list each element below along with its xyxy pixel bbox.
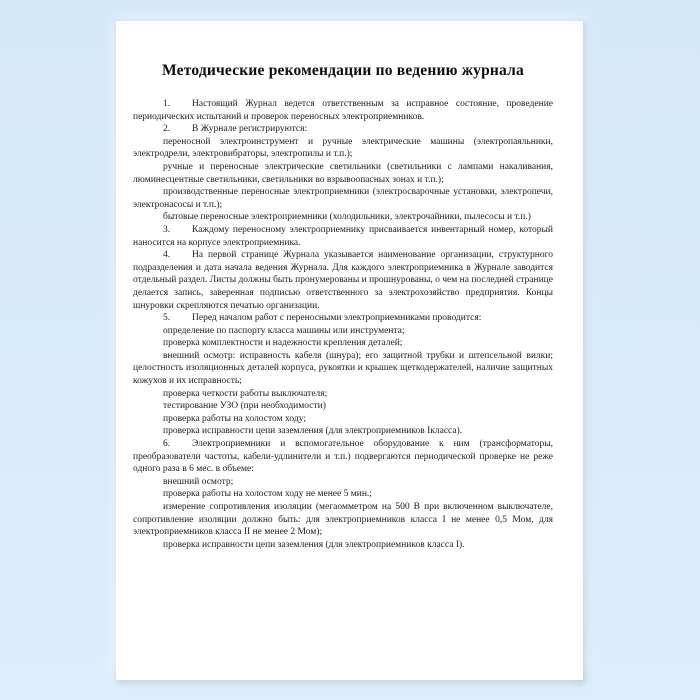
paragraph-text: Перед началом работ с переносными электроприемниками проводится: xyxy=(192,313,482,324)
paragraph-item-5 xyxy=(133,312,553,325)
paragraph-list-entry xyxy=(133,161,553,186)
paragraph-text: тестирование УЗО (при необходимости) xyxy=(163,401,326,412)
paragraph-text: бытовые переносные электроприемники (холодильники, электрочайники, пылесосы и т.п.) xyxy=(163,212,531,223)
paragraph-list-entry xyxy=(133,476,553,489)
paragraph-text: определение по паспорту класса машины или инструмента; xyxy=(163,325,405,336)
paragraph-number: 1. xyxy=(163,99,171,109)
document-page xyxy=(116,21,583,680)
paragraph-list-entry xyxy=(133,539,553,552)
paragraph-list-entry xyxy=(133,425,553,438)
paragraph-text: переносной электроинструмент и ручные электрические машины (электропаяльники, электродрели, электровибраторы, электропилы и т.п.); xyxy=(133,136,553,160)
paragraph-list-entry xyxy=(133,337,553,350)
paragraph-text: Настоящий Журнал ведется ответственным за исправное состояние, проведение периодических испытаний и проверок переносных электроприемников. xyxy=(133,99,553,122)
paragraph-number: 6. xyxy=(163,439,171,450)
paragraph-item-3 xyxy=(133,224,553,249)
document-body xyxy=(133,98,553,551)
paragraph-list-entry xyxy=(133,501,553,539)
paragraph-number: 3. xyxy=(163,224,171,235)
paragraph-list-entry xyxy=(133,136,553,161)
paragraph-text: проверка четкости работы выключателя; xyxy=(163,388,328,399)
paragraph-text: проверка исправности цепи заземления (для электроприемников класса I). xyxy=(163,539,465,550)
paragraph-text: измерение сопротивления изоляции (мегаомметром на 500 В при включенном выключателе, сопротивление изоляции должно быть: для электроприемников класса I не менее 0,5 Мом, для электроприемников класса II не менее 2 Мом); xyxy=(133,502,553,538)
paragraph-list-entry xyxy=(133,325,553,338)
paragraph-list-entry xyxy=(133,400,553,413)
paragraph-text: На первой странице Журнала указывается наименование организации, структурного подразделения и дата начала ведения Журнала. Для каждого электроприемника в Журнале заводится отдельный раздел. Листы должны быть пронумерованы и прошнурованы, о чем на последней странице делается запись, заверенная подписью ответственного за электрохозяйство предприятия. Концы шнуровки скрепляются печатью организации. xyxy=(133,250,553,311)
paragraph-text: Каждому переносному электроприемнику присваивается инвентарный номер, который наносится на корпусе электроприемника. xyxy=(133,224,553,248)
paragraph-list-entry xyxy=(133,186,553,211)
paragraph-text: Электроприемники и вспомогательное оборудование к ним (трансформаторы, преобразователи частоты, кабели-удлинители и т.п.) подвергаются периодической проверке не реже одного раза в 6 мес. в объеме: xyxy=(133,439,553,475)
paragraph-text: проверка работы на холостом ходу не менее 5 мин.; xyxy=(163,489,372,500)
paragraph-text: проверка комплектности и надежности крепления деталей; xyxy=(163,338,403,349)
paragraph-number: 5. xyxy=(163,313,171,324)
paragraph-item-6 xyxy=(133,438,553,476)
paragraph-number: 4. xyxy=(163,250,171,261)
paragraph-item-1 xyxy=(133,98,553,123)
paragraph-item-4 xyxy=(133,249,553,312)
paragraph-text: В Журнале регистрируются: xyxy=(192,124,308,135)
document-title: Методические рекомендации по ведению журнала xyxy=(162,62,524,79)
paragraph-number: 2. xyxy=(163,124,171,135)
paragraph-text: проверка исправности цепи заземления (для электроприемников Iкласса). xyxy=(163,426,463,437)
paragraph-list-entry xyxy=(133,211,553,224)
paragraph-text: проверка работы на холостом ходу; xyxy=(163,413,306,424)
paragraph-text: ручные и переносные электрические светильники (светильники с лампами накаливания, люминесцентные светильники, светильники во взрывоопасных зонах и т.п.); xyxy=(133,161,553,185)
paragraph-text: производственные переносные электроприемники (электросварочные установки, электропечи, электронасосы и т.п.); xyxy=(133,187,553,210)
paragraph-list-entry xyxy=(133,388,553,401)
paragraph-text: внешний осмотр: исправность кабеля (шнура); его защитной трубки и штепсельной вилки; целостность изоляционных деталей корпуса, рукоятки и крышек щеткодержателей, наличие защитных кожухов и их исправность; xyxy=(133,350,553,387)
paragraph-list-entry xyxy=(133,413,553,426)
paragraph-item-2 xyxy=(133,123,553,136)
paragraph-list-entry xyxy=(133,350,553,388)
paragraph-list-entry xyxy=(133,488,553,501)
paragraph-text: внешний осмотр; xyxy=(163,476,234,487)
